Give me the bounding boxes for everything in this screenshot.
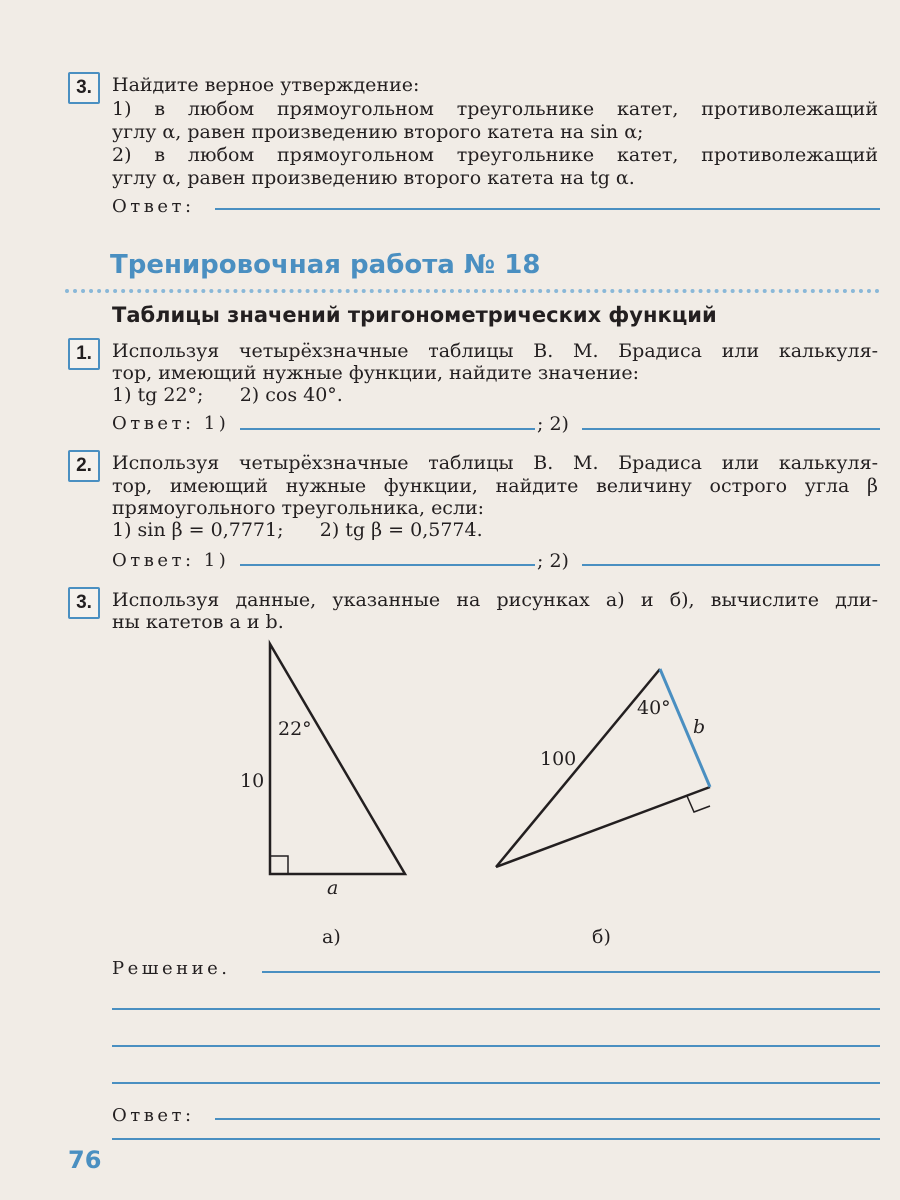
solution-line[interactable]: [112, 1082, 880, 1084]
answer-line-2[interactable]: [582, 564, 880, 566]
solution-line[interactable]: [112, 1045, 880, 1047]
triangle-a-outline: [270, 644, 405, 874]
side-label-b: 100: [540, 748, 577, 770]
task-text-line: ны катетов a и b.: [112, 611, 284, 633]
task-text-line: 1) sin β = 0,7771; 2) tg β = 0,5774.: [112, 519, 483, 541]
task-text-line: Найдите верное утверждение:: [112, 74, 420, 96]
task-text-line: тор, имеющий нужные функции, найдите значение:: [112, 362, 639, 384]
leg-label-b: b: [693, 716, 706, 738]
task-text-line: 1) tg 22°; 2) cos 40°.: [112, 384, 343, 406]
figure-caption-b: б): [592, 926, 611, 948]
answer-line[interactable]: [215, 1118, 880, 1120]
task-text-line: прямоугольного треугольника, если:: [112, 497, 485, 519]
side-label-a: 10: [240, 770, 265, 792]
answer-line-1[interactable]: [240, 564, 535, 566]
answer-label: Ответ:: [112, 196, 195, 217]
task-text-line: тор, имеющий нужные функции, найдите величину острого угла β: [112, 475, 878, 497]
answer-label: Ответ: 1): [112, 413, 230, 434]
right-angle-mark: [270, 856, 288, 874]
answer-line[interactable]: [215, 208, 880, 210]
page-number: 76: [68, 1146, 102, 1174]
task-text-line: Используя четырёхзначные таблицы В. М. Брадиса или калькуля-: [112, 340, 878, 362]
task-number-badge: 3.: [68, 587, 100, 619]
answer-separator: ; 2): [537, 413, 569, 435]
answer-line-1[interactable]: [240, 428, 535, 430]
task-text-line: Используя данные, указанные на рисунках а) и б), вычислите дли-: [112, 589, 878, 611]
section-subtitle: Таблицы значений тригонометрических функций: [112, 303, 717, 327]
solution-line[interactable]: [262, 971, 880, 973]
answer-separator: ; 2): [537, 550, 569, 572]
answer-line[interactable]: [112, 1138, 880, 1140]
task-text-line: 1) в любом прямоугольном треугольнике катет, противолежащий: [112, 98, 878, 120]
figure-caption-a: а): [322, 926, 341, 948]
task-number-badge: 1.: [68, 338, 100, 370]
answer-label: Ответ:: [112, 1105, 195, 1126]
leg-label-a: a: [327, 877, 339, 899]
task-number-badge: 2.: [68, 450, 100, 482]
triangle-figure-b: [480, 655, 730, 885]
task-text-line: 2) в любом прямоугольном треугольнике катет, противолежащий: [112, 144, 878, 166]
angle-label-a: 22°: [278, 718, 312, 740]
task-number-badge: 3.: [68, 72, 100, 104]
task-text-line: Используя четырёхзначные таблицы В. М. Брадиса или калькуля-: [112, 452, 878, 474]
right-angle-mark: [687, 796, 710, 812]
solution-label: Решение.: [112, 958, 231, 979]
triangle-figure-a: [230, 630, 430, 890]
section-title: Тренировочная работа № 18: [110, 250, 541, 280]
task-text-line: углу α, равен произведению второго катета на tg α.: [112, 167, 635, 189]
answer-label: Ответ: 1): [112, 550, 230, 571]
solution-line[interactable]: [112, 1008, 880, 1010]
dotted-divider: [65, 289, 880, 293]
angle-label-b: 40°: [637, 697, 671, 719]
task-text-line: углу α, равен произведению второго катета на sin α;: [112, 121, 644, 143]
answer-line-2[interactable]: [582, 428, 880, 430]
